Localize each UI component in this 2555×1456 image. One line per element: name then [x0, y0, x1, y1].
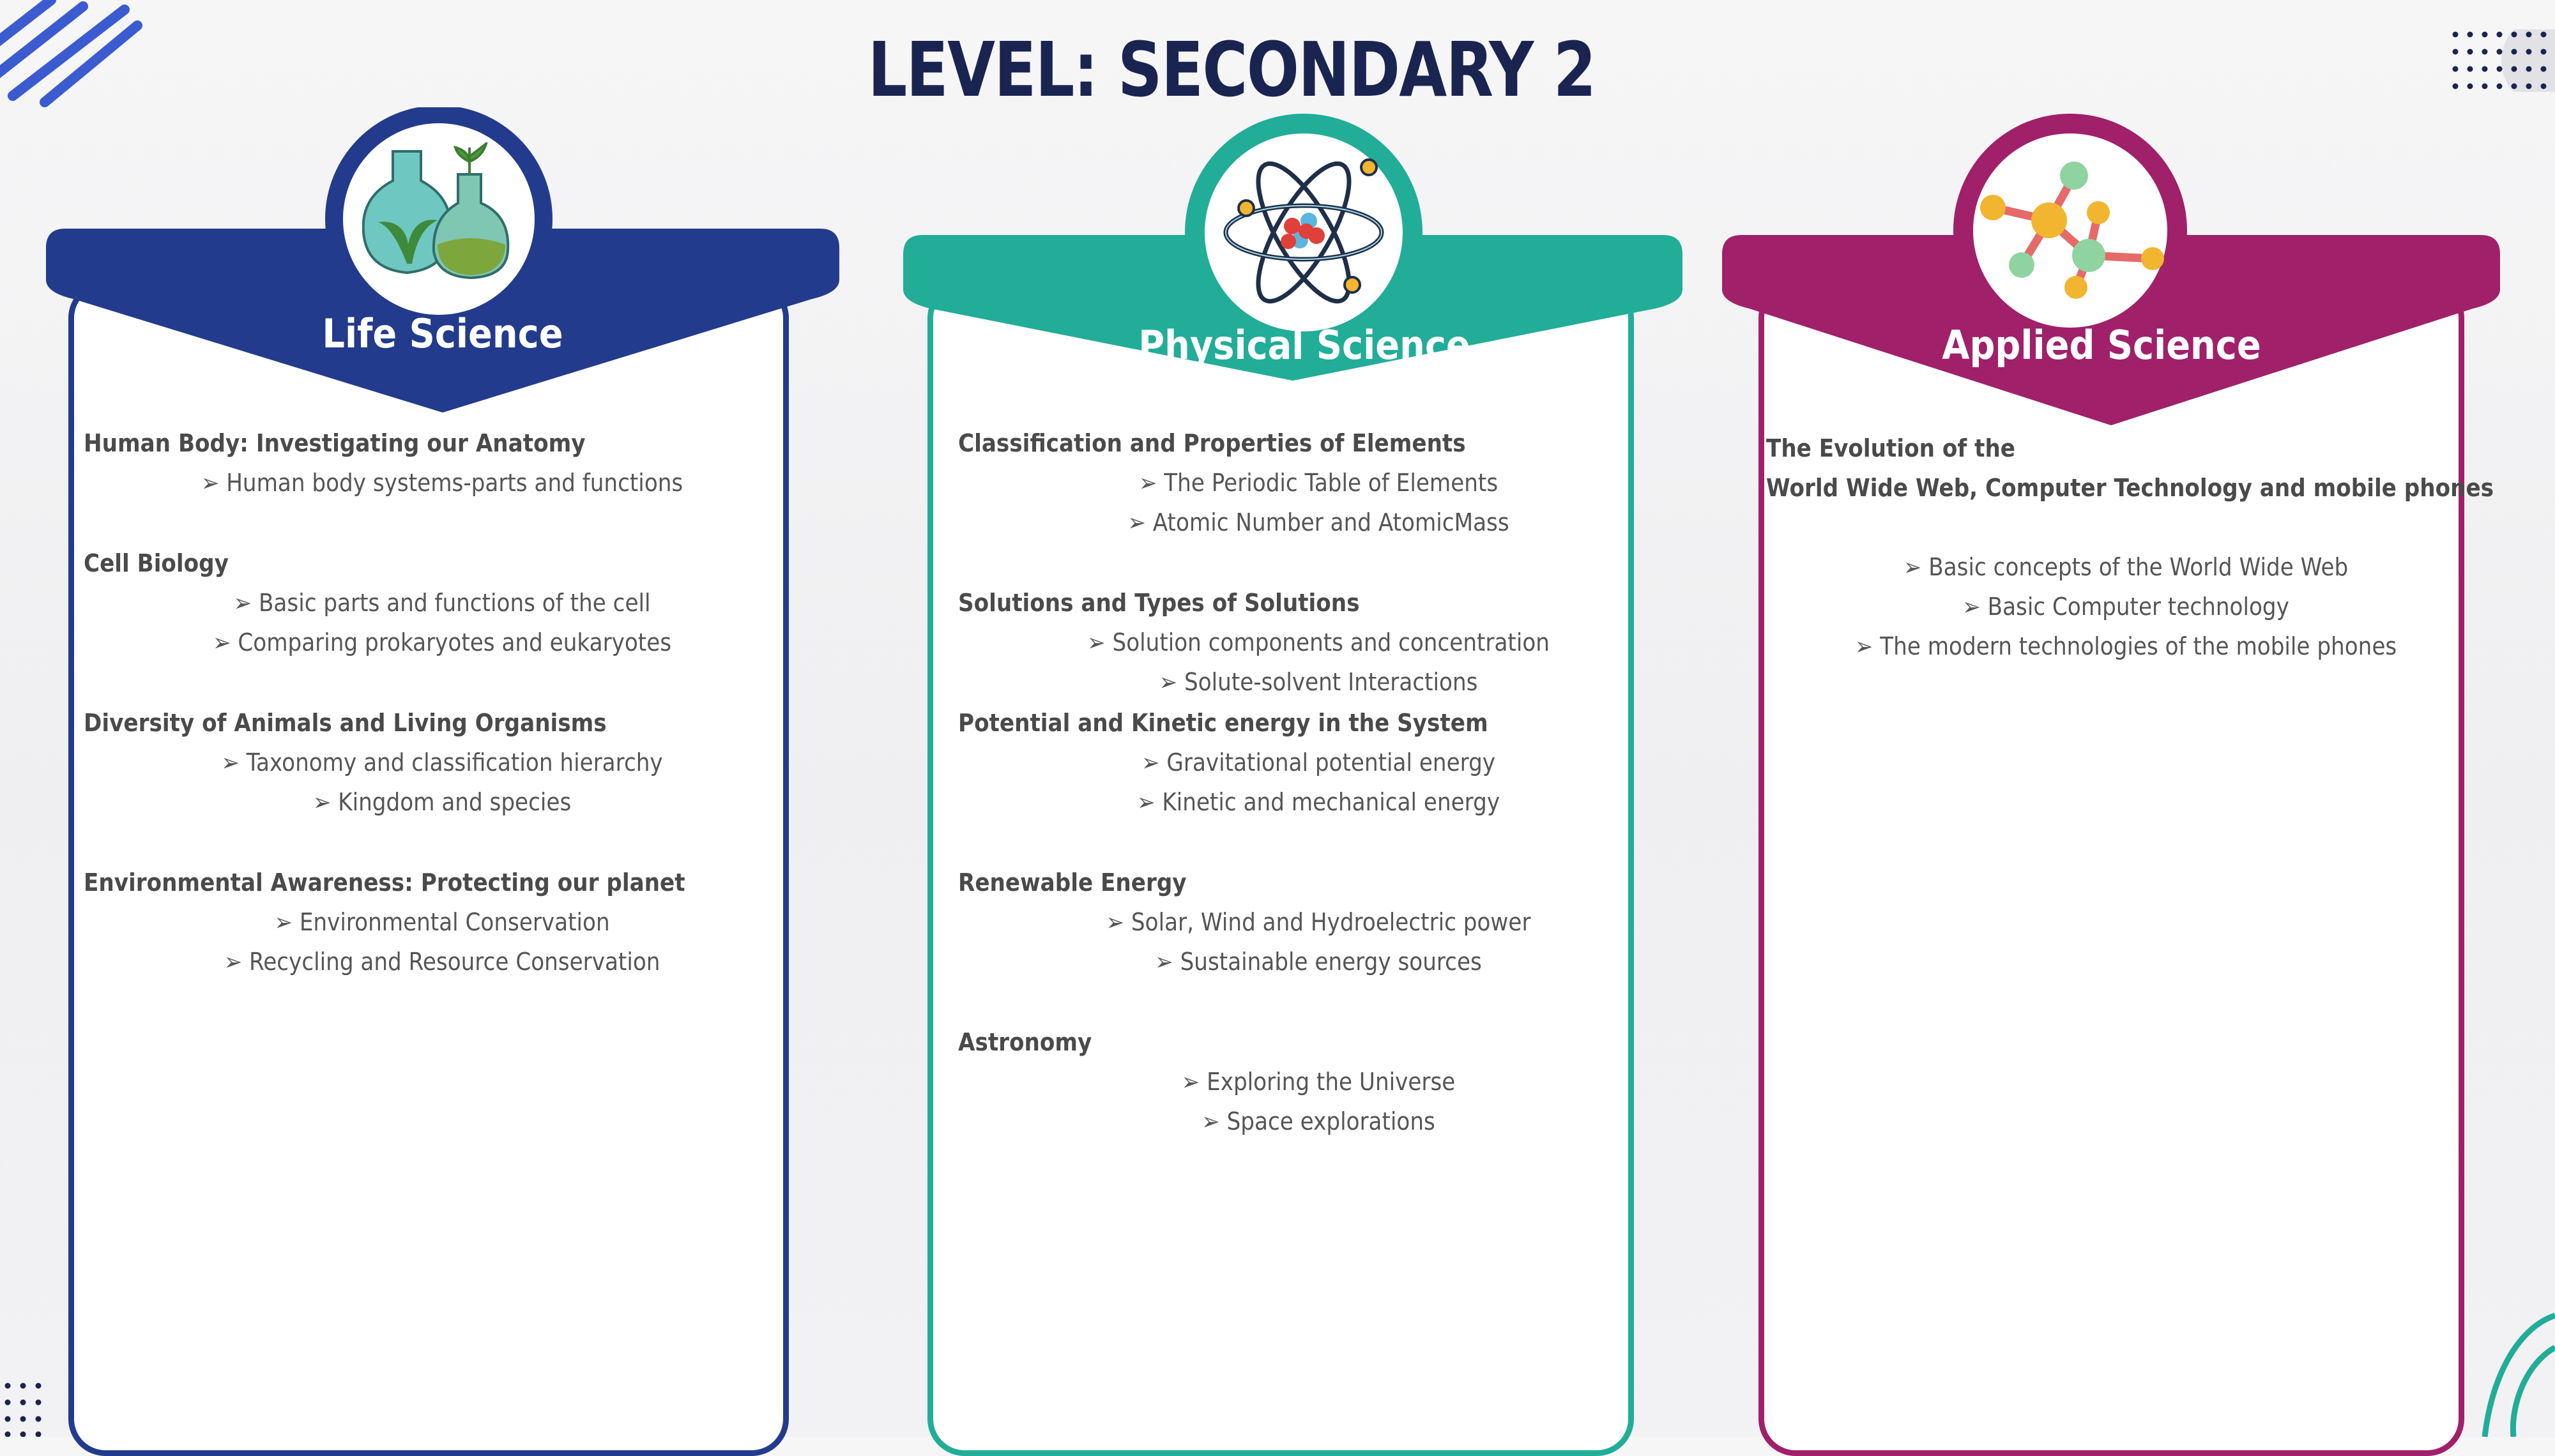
applied-topic-line2: World Wide Web, Computer Technology and mobile phones	[1766, 474, 2494, 502]
swirl-decoration	[2466, 1303, 2555, 1437]
physical-item-solution-components: ➢ Solution components and concentration	[1087, 628, 1550, 656]
physical-topic-solutions: Solutions and Types of Solutions	[958, 589, 1360, 617]
physical-item-solute-solvent: ➢ Solute-solvent Interactions	[1159, 668, 1478, 696]
life-item-taxonomy: ➢ Taxonomy and classification hierarchy	[221, 748, 663, 777]
physical-science-title: Physical Science	[1138, 322, 1470, 368]
life-topic-human-body: Human Body: Investigating our Anatomy	[84, 429, 586, 457]
life-topic-environment: Environmental Awareness: Protecting our planet	[84, 868, 685, 897]
physical-item-gravitational: ➢ Gravitational potential energy	[1141, 748, 1496, 777]
corner-stripes-decoration	[0, 0, 153, 115]
molecule-icon	[1974, 156, 2172, 303]
flask-plant-icon	[362, 142, 515, 289]
physical-item-atomic-number: ➢ Atomic Number and AtomicMass	[1127, 508, 1509, 536]
life-topic-diversity: Diversity of Animals and Living Organisms	[84, 709, 607, 737]
physical-item-solar-wind: ➢ Solar, Wind and Hydroelectric power	[1106, 908, 1531, 936]
life-item-prokaryotes: ➢ Comparing prokaryotes and eukaryotes	[212, 628, 672, 656]
physical-topic-energy: Potential and Kinetic energy in the System	[958, 709, 1488, 737]
physical-item-space: ➢ Space explorations	[1201, 1107, 1435, 1135]
applied-science-title: Applied Science	[1942, 322, 2261, 368]
dot-grid-decoration	[2452, 29, 2555, 92]
life-item-recycling: ➢ Recycling and Resource Conservation	[224, 948, 660, 976]
life-item-human-body-systems: ➢ Human body systems-parts and functions	[201, 469, 683, 497]
life-item-kingdom: ➢ Kingdom and species	[312, 788, 572, 816]
applied-item-www: ➢ Basic concepts of the World Wide Web	[1903, 553, 2349, 581]
applied-item-mobile: ➢ The modern technologies of the mobile phones	[1854, 632, 2397, 660]
life-item-conservation: ➢ Environmental Conservation	[274, 908, 610, 936]
physical-item-sustainable: ➢ Sustainable energy sources	[1155, 948, 1482, 976]
life-topic-cell-biology: Cell Biology	[84, 549, 229, 577]
applied-item-computer: ➢ Basic Computer technology	[1962, 593, 2289, 621]
physical-item-periodic-table: ➢ The Periodic Table of Elements	[1138, 469, 1499, 497]
life-item-cell-parts: ➢ Basic parts and functions of the cell	[233, 589, 651, 617]
dot-grid-decoration-bottom	[3, 1379, 54, 1437]
page-title: LEVEL: SECONDARY 2	[867, 26, 1596, 114]
physical-topic-renewable: Renewable Energy	[958, 868, 1187, 897]
applied-topic-line1: The Evolution of the	[1766, 434, 2015, 462]
atom-icon	[1221, 137, 1387, 328]
physical-topic-astronomy: Astronomy	[958, 1028, 1092, 1056]
physical-item-kinetic: ➢ Kinetic and mechanical energy	[1136, 788, 1500, 816]
life-science-title: Life Science	[322, 310, 563, 357]
physical-item-universe: ➢ Exploring the Universe	[1181, 1068, 1456, 1096]
physical-topic-elements: Classification and Properties of Elements	[958, 429, 1466, 457]
